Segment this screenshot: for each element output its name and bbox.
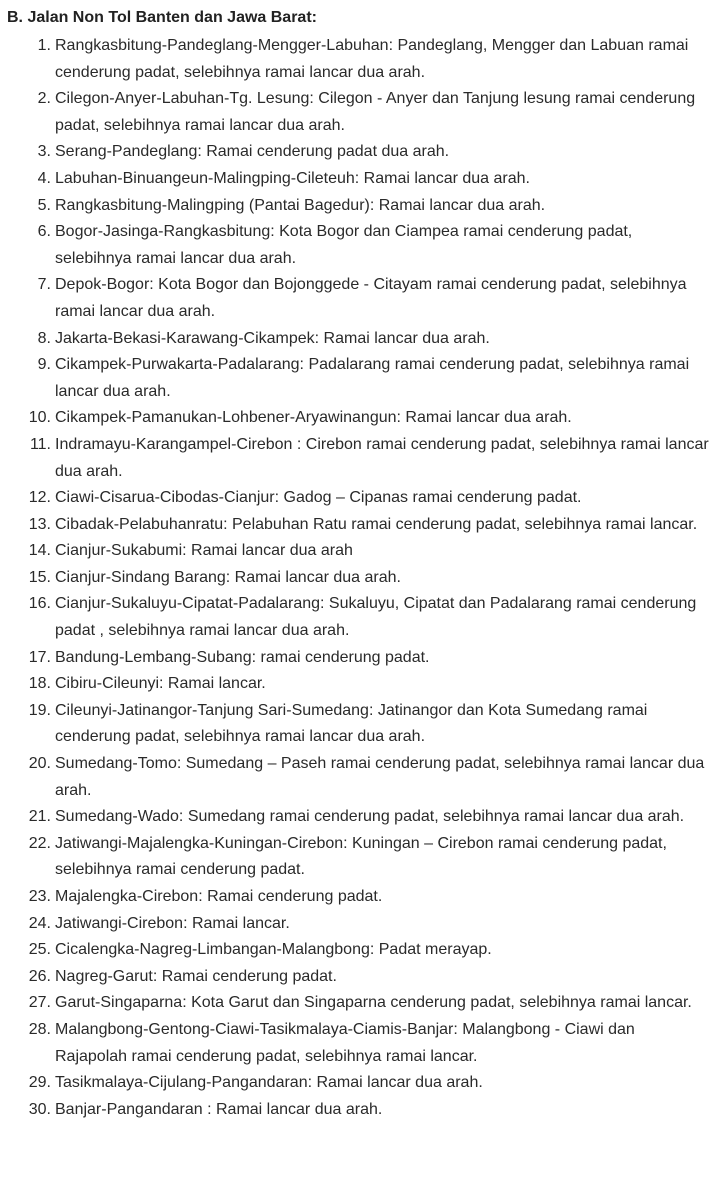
route-status-text: Jakarta-Bekasi-Karawang-Cikampek: Ramai lancar dua arah. xyxy=(55,329,490,347)
route-list-item xyxy=(7,485,723,512)
route-list-item xyxy=(7,671,723,698)
route-list-item xyxy=(7,831,723,884)
list-item-number: 28. xyxy=(28,1020,51,1038)
route-list-item xyxy=(7,884,723,911)
route-status-text: Cibiru-Cileunyi: Ramai lancar. xyxy=(55,675,266,693)
route-status-text: Tasikmalaya-Cijulang-Pangandaran: Ramai lancar dua arah. xyxy=(55,1074,483,1092)
list-item-number: 15. xyxy=(28,568,51,586)
list-item-number: 2. xyxy=(37,90,51,108)
route-status-text: Labuhan-Binuangeun-Malingping-Cileteuh: Ramai lancar dua arah. xyxy=(55,169,530,187)
route-list-item xyxy=(7,166,723,193)
list-item-number: 4. xyxy=(37,169,51,187)
list-item-number: 12. xyxy=(28,489,51,507)
list-item-number: 19. xyxy=(28,701,51,719)
list-item-number: 9. xyxy=(37,356,51,374)
list-item-number: 23. xyxy=(28,888,51,905)
list-item-number: 16. xyxy=(28,595,51,613)
route-list-item xyxy=(7,565,723,592)
route-list-item xyxy=(7,219,723,272)
route-status-text: Bogor-Jasinga-Rangkasbitung: Kota Bogor dan Ciampea ramai cenderung padat, selebihnya ramai lancar dua arah. xyxy=(55,223,633,267)
list-item-number: 10. xyxy=(28,409,51,427)
route-status-text: Rangkasbitung-Malingping (Pantai Bagedur): Ramai lancar dua arah. xyxy=(55,196,546,214)
route-list-item xyxy=(7,139,723,166)
list-item-number: 11. xyxy=(29,435,51,453)
route-list-item xyxy=(7,352,723,405)
list-item-number: 6. xyxy=(37,223,51,241)
route-status-text: Jatiwangi-Majalengka-Kuningan-Cirebon: Kuningan – Cirebon ramai cenderung padat, selebihnya ramai cenderung padat. xyxy=(55,834,667,879)
route-status-text: Cileunyi-Jatinangor-Tanjung Sari-Sumedang: Jatinangor dan Kota Sumedang ramai cenderung padat, selebihnya ramai lancar dua arah. xyxy=(55,701,648,746)
route-status-text: Majalengka-Cirebon: Ramai cenderung padat. xyxy=(55,888,383,905)
section-heading: B. Jalan Non Tol Banten dan Jawa Barat: xyxy=(7,9,317,26)
route-status-text: Rangkasbitung-Pandeglang-Mengger-Labuhan: Pandeglang, Mengger dan Labuan ramai cenderung padat, selebihnya ramai lancar dua arah. xyxy=(55,37,689,81)
route-status-text: Garut-Singaparna: Kota Garut dan Singaparna cenderung padat, selebihnya ramai lancar. xyxy=(55,994,692,1012)
route-status-text: Cikampek-Pamanukan-Lohbener-Aryawinangun: Ramai lancar dua arah. xyxy=(55,409,572,427)
route-list-item xyxy=(7,33,723,86)
route-list-item xyxy=(7,405,723,432)
route-status-text: Ciawi-Cisarua-Cibodas-Cianjur: Gadog – Cipanas ramai cenderung padat. xyxy=(55,489,582,507)
route-list-item xyxy=(7,990,723,1017)
route-list-item xyxy=(7,1070,723,1097)
route-list-item xyxy=(7,272,723,325)
route-status-text: Sumedang-Tomo: Sumedang – Paseh ramai cenderung padat, selebihnya ramai lancar dua arah. xyxy=(55,755,705,799)
route-status-text: Depok-Bogor: Kota Bogor dan Bojonggede - Citayam ramai cenderung padat, selebihnya ramai lancar dua arah. xyxy=(55,276,687,320)
route-status-text: Banjar-Pangandaran : Ramai lancar dua arah. xyxy=(55,1100,383,1118)
list-item-number: 18. xyxy=(28,675,51,693)
list-item-number: 24. xyxy=(28,914,51,932)
list-item-number: 22. xyxy=(28,834,51,852)
list-item-number: 26. xyxy=(28,967,51,985)
list-item-number: 25. xyxy=(28,941,51,959)
route-status-text: Indramayu-Karangampel-Cirebon : Cirebon ramai cenderung padat, selebihnya ramai lancar dua arah. xyxy=(55,435,709,480)
route-status-text: Cianjur-Sindang Barang: Ramai lancar dua arah. xyxy=(55,568,401,586)
route-status-text: Serang-Pandeglang: Ramai cenderung padat dua arah. xyxy=(55,143,450,161)
route-list-item xyxy=(7,645,723,672)
route-status-text: Cilegon-Anyer-Labuhan-Tg. Lesung: Cilegon - Anyer dan Tanjung lesung ramai cenderung padat, selebihnya ramai lancar dua arah. xyxy=(55,90,696,134)
route-list xyxy=(7,33,723,1123)
route-status-text: Malangbong-Gentong-Ciawi-Tasikmalaya-Ciamis-Banjar: Malangbong - Ciawi dan Rajapolah ramai cenderung padat, selebihnya ramai lancar. xyxy=(55,1020,635,1065)
route-status-text: Cibadak-Pelabuhanratu: Pelabuhan Ratu ramai cenderung padat, selebihnya ramai lancar. xyxy=(55,515,698,533)
route-list-item xyxy=(7,86,723,139)
list-item-number: 1. xyxy=(37,37,51,54)
route-status-text: Cianjur-Sukabumi: Ramai lancar dua arah xyxy=(55,542,353,560)
list-item-number: 17. xyxy=(28,648,51,666)
route-list-item xyxy=(7,937,723,964)
route-status-text: Jatiwangi-Cirebon: Ramai lancar. xyxy=(55,914,290,932)
route-list-item xyxy=(7,538,723,565)
route-list-item xyxy=(7,804,723,831)
route-list-item xyxy=(7,193,723,220)
list-item-number: 29. xyxy=(28,1074,51,1092)
route-list-item xyxy=(7,751,723,804)
route-status-text: Nagreg-Garut: Ramai cenderung padat. xyxy=(55,967,337,985)
list-item-number: 20. xyxy=(28,755,51,773)
route-status-text: Sumedang-Wado: Sumedang ramai cenderung padat, selebihnya ramai lancar dua arah. xyxy=(55,808,685,826)
list-item-number: 13. xyxy=(28,515,51,533)
list-item-number: 27. xyxy=(28,994,51,1012)
route-list-item xyxy=(7,911,723,938)
route-list-item xyxy=(7,326,723,353)
route-list-item xyxy=(7,591,723,644)
route-list-item xyxy=(7,1097,723,1124)
list-item-number: 14. xyxy=(28,542,51,560)
list-item-number: 30. xyxy=(28,1100,51,1118)
list-item-number: 8. xyxy=(37,329,51,347)
route-list-item xyxy=(7,698,723,751)
route-status-text: Cikampek-Purwakarta-Padalarang: Padalarang ramai cenderung padat, selebihnya ramai lancar dua arah. xyxy=(55,356,690,400)
list-item-number: 7. xyxy=(37,276,51,294)
route-list-item xyxy=(7,512,723,539)
list-item-number: 5. xyxy=(37,196,51,214)
route-list-item xyxy=(7,964,723,991)
list-item-number: 3. xyxy=(37,143,51,161)
route-status-text: Cianjur-Sukaluyu-Cipatat-Padalarang: Sukaluyu, Cipatat dan Padalarang ramai cenderung padat , selebihnya ramai lancar dua arah. xyxy=(55,595,697,640)
list-item-number: 21. xyxy=(28,808,51,826)
route-status-text: Bandung-Lembang-Subang: ramai cenderung padat. xyxy=(55,648,430,666)
route-list-item xyxy=(7,1017,723,1070)
route-list-item xyxy=(7,432,723,485)
route-status-text: Cicalengka-Nagreg-Limbangan-Malangbong: Padat merayap. xyxy=(55,941,492,959)
